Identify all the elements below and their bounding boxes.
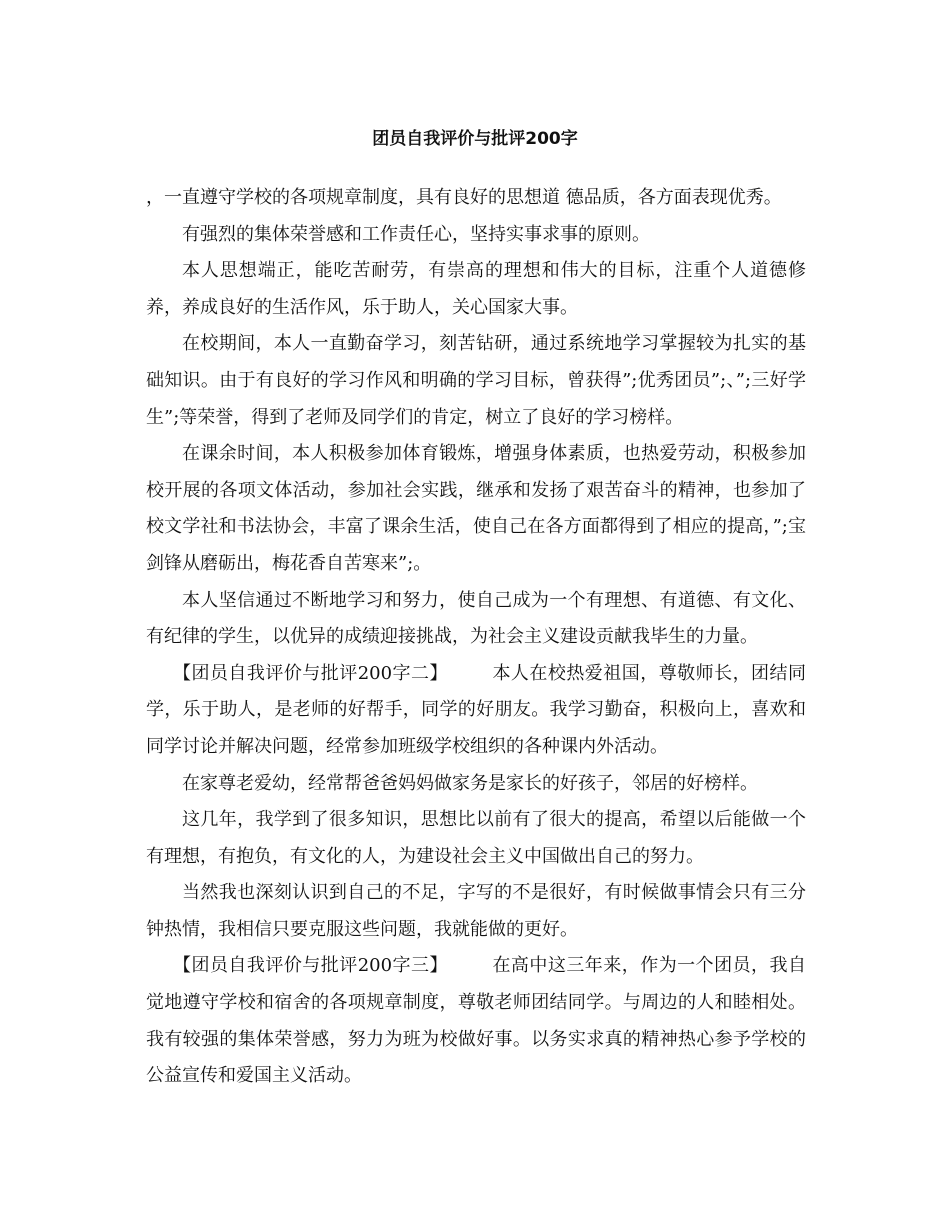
section-3-lead: 在高中这三年来，作为一个团员，我自觉地遵守学校和宿舍的各项规章制度，尊敬老师团结同学。与周边的人和睦相处。我有较强的集体荣誉感，努力为班为校做好事。以务实求真的精神热心参予学校的公益宣传和爱国主义活动。 bbox=[146, 955, 806, 1087]
section-3-intro bbox=[146, 948, 806, 1094]
section-2-intro bbox=[146, 656, 806, 766]
paragraph-3: 本人思想端正，能吃苦耐劳，有崇高的理想和伟大的目标，注重个人道德修养，养成良好的生活作风，乐于助人，关心国家大事。 bbox=[146, 260, 806, 318]
paragraph-2: 有强烈的集体荣誉感和工作责任心，坚持实事求事的原则。 bbox=[182, 223, 650, 245]
section-2-heading: 【团员自我评价与批评200字二】 bbox=[173, 662, 448, 684]
paragraph-4: 在校期间，本人一直勤奋学习，刻苦钻研，通过系统地学习掌握较为扎实的基础知识。由于有良好的学习作风和明确的学习目标，曾获得”;优秀团员”;、”;三好学生”;等荣誉，得到了老师及同学们的肯定，树立了良好的学习榜样。 bbox=[146, 333, 806, 428]
section-2-paragraph-3: 当然我也深刻认识到自己的不足，字写的不是很好，有时候做事情会只有三分钟热情，我相信只要克服这些问题，我就能做的更好。 bbox=[146, 882, 806, 940]
paragraph-6: 本人坚信通过不断地学习和努力，使自己成为一个有理想、有道德、有文化、有纪律的学生，以优异的成绩迎接挑战，为社会主义建设贡献我毕生的力量。 bbox=[146, 589, 806, 648]
section-2-paragraph-2: 这几年，我学到了很多知识，思想比以前有了很大的提高，希望以后能做一个有理想，有抱负，有文化的人，为建设社会主义中国做出自己的努力。 bbox=[146, 809, 806, 867]
section-3-heading: 【团员自我评价与批评200字三】 bbox=[173, 955, 448, 977]
paragraph-5: 在课余时间，本人积极参加体育锻炼，增强身体素质，也热爱劳动，积极参加校开展的各项文体活动，参加社会实践，继承和发扬了艰苦奋斗的精神，也参加了校文学社和书法协会，丰富了课余生活，使自己在各方面都得到了相应的提高，”;宝剑锋从磨砺出，梅花香自苦寒来”;。 bbox=[146, 443, 806, 574]
document-body bbox=[146, 180, 806, 1095]
document-title: 团员自我评价与批评200字 bbox=[372, 129, 578, 149]
section-2-lead: 本人在校热爱祖国，尊敬师长，团结同学，乐于助人，是老师的好帮手，同学的好朋友。我学习勤奋，积极向上，喜欢和同学讨论并解决问题，经常参加班级学校组织的各种课内外活动。 bbox=[146, 662, 806, 757]
section-2-paragraph-1: 在家尊老爱幼，经常帮爸爸妈妈做家务是家长的好孩子，邻居的好榜样。 bbox=[182, 772, 758, 794]
paragraph-1: ，一直遵守学校的各项规章制度，具有良好的思想道 德品质，各方面表现优秀。 bbox=[146, 187, 782, 208]
